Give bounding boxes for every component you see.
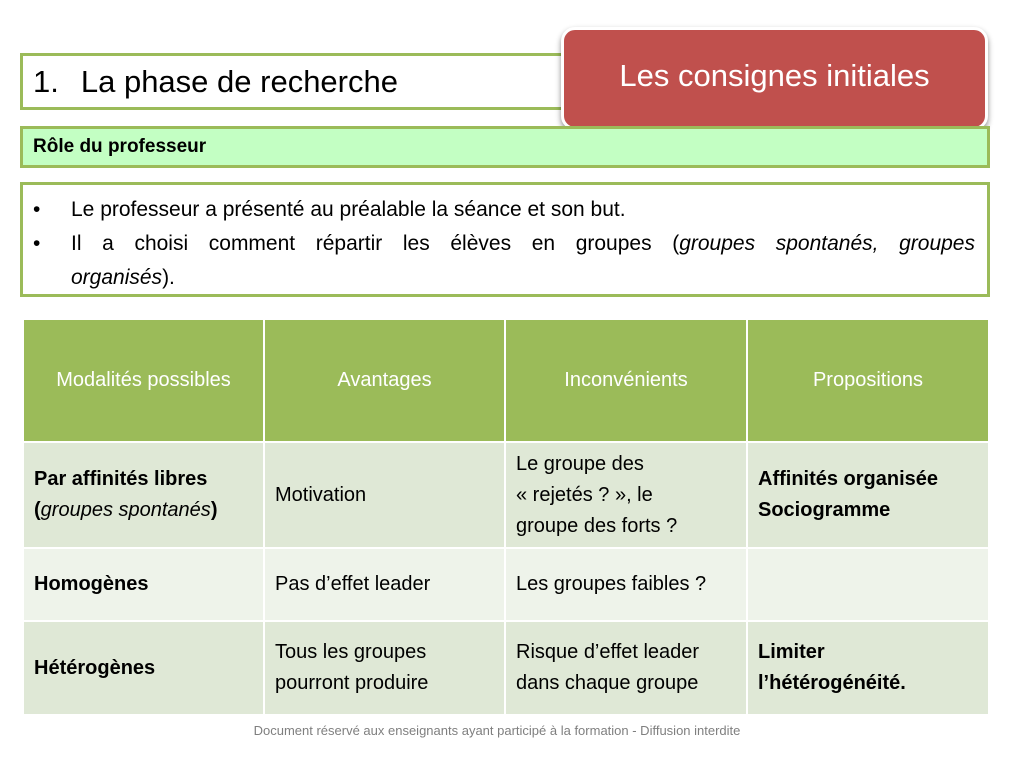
bullet-text: Le professeur a présenté au préalable la séance et son but. bbox=[71, 198, 626, 221]
table-header-row bbox=[23, 319, 989, 442]
bullet-dot-icon: • bbox=[33, 198, 41, 221]
table-row bbox=[23, 621, 989, 715]
header-modalites: Modalités possibles bbox=[23, 319, 264, 442]
cell-modalite: Hétérogènes bbox=[23, 621, 264, 715]
header-avantages: Avantages bbox=[264, 319, 505, 442]
cell-propositions bbox=[747, 442, 989, 548]
title-text: La phase de recherche bbox=[80, 63, 398, 99]
table-row bbox=[23, 442, 989, 548]
bullet-dot-icon: • bbox=[33, 232, 41, 255]
cell-inconvenients bbox=[505, 548, 747, 621]
paren-close: ) bbox=[210, 499, 218, 521]
cell-propositions bbox=[747, 621, 989, 715]
table-row bbox=[23, 548, 989, 621]
bullet-list bbox=[20, 182, 990, 297]
cell-line: groupe des forts ? bbox=[516, 514, 678, 537]
cell-propositions bbox=[747, 548, 989, 621]
modalite-line: Par affinités libres bbox=[34, 468, 208, 490]
modalite-line bbox=[34, 495, 253, 526]
cell-line: Tous les groupes bbox=[275, 641, 427, 663]
cell-line: Risque d’effet leader bbox=[516, 641, 700, 663]
slide-title bbox=[20, 53, 566, 110]
bullet-item bbox=[33, 227, 975, 295]
section-badge-label: Les consignes initiales bbox=[619, 58, 930, 93]
bullet-text-suffix: ). bbox=[162, 266, 175, 289]
paren-open: ( bbox=[34, 499, 41, 521]
cell-avantages bbox=[264, 548, 505, 621]
bullet-text-italic: groupes spontanés, groupes organisés bbox=[71, 232, 975, 289]
footer-notice: Document réservé aux enseignants ayant participé à la formation - Diffusion interdite bbox=[253, 723, 741, 738]
cell-line: Motivation bbox=[275, 483, 367, 506]
bullet-item bbox=[33, 193, 975, 227]
cell-modalite bbox=[23, 442, 264, 548]
cell-line: Limiter bbox=[758, 641, 825, 663]
cell-avantages bbox=[264, 442, 505, 548]
modalites-table bbox=[22, 318, 990, 716]
cell-line: dans chaque groupe bbox=[516, 672, 699, 694]
bullet-text-prefix: Il a choisi comment répartir les élèves en groupes ( bbox=[71, 232, 680, 255]
role-heading: Rôle du professeur bbox=[33, 136, 207, 157]
section-badge bbox=[561, 27, 988, 130]
cell-line: Affinités organisée bbox=[758, 468, 939, 490]
header-inconvenients: Inconvénients bbox=[505, 319, 747, 442]
cell-avantages bbox=[264, 621, 505, 715]
header-propositions: Propositions bbox=[747, 319, 989, 442]
cell-line: Pas d’effet leader bbox=[275, 573, 431, 595]
cell-inconvenients bbox=[505, 442, 747, 548]
cell-modalite: Homogènes bbox=[23, 548, 264, 621]
title-number: 1. bbox=[33, 63, 59, 99]
bullet-text bbox=[71, 227, 975, 295]
role-heading-bar bbox=[20, 126, 990, 168]
cell-inconvenients bbox=[505, 621, 747, 715]
cell-line: Les groupes faibles ? bbox=[516, 573, 707, 595]
cell-line: l’hétérogénéité. bbox=[758, 672, 906, 694]
modalite-italic: groupes spontanés bbox=[40, 499, 211, 521]
cell-line: pourront produire bbox=[275, 672, 429, 694]
cell-line: Sociogramme bbox=[758, 499, 891, 521]
cell-line: Le groupe des bbox=[516, 452, 644, 475]
cell-line: « rejetés ? », le bbox=[516, 483, 653, 506]
